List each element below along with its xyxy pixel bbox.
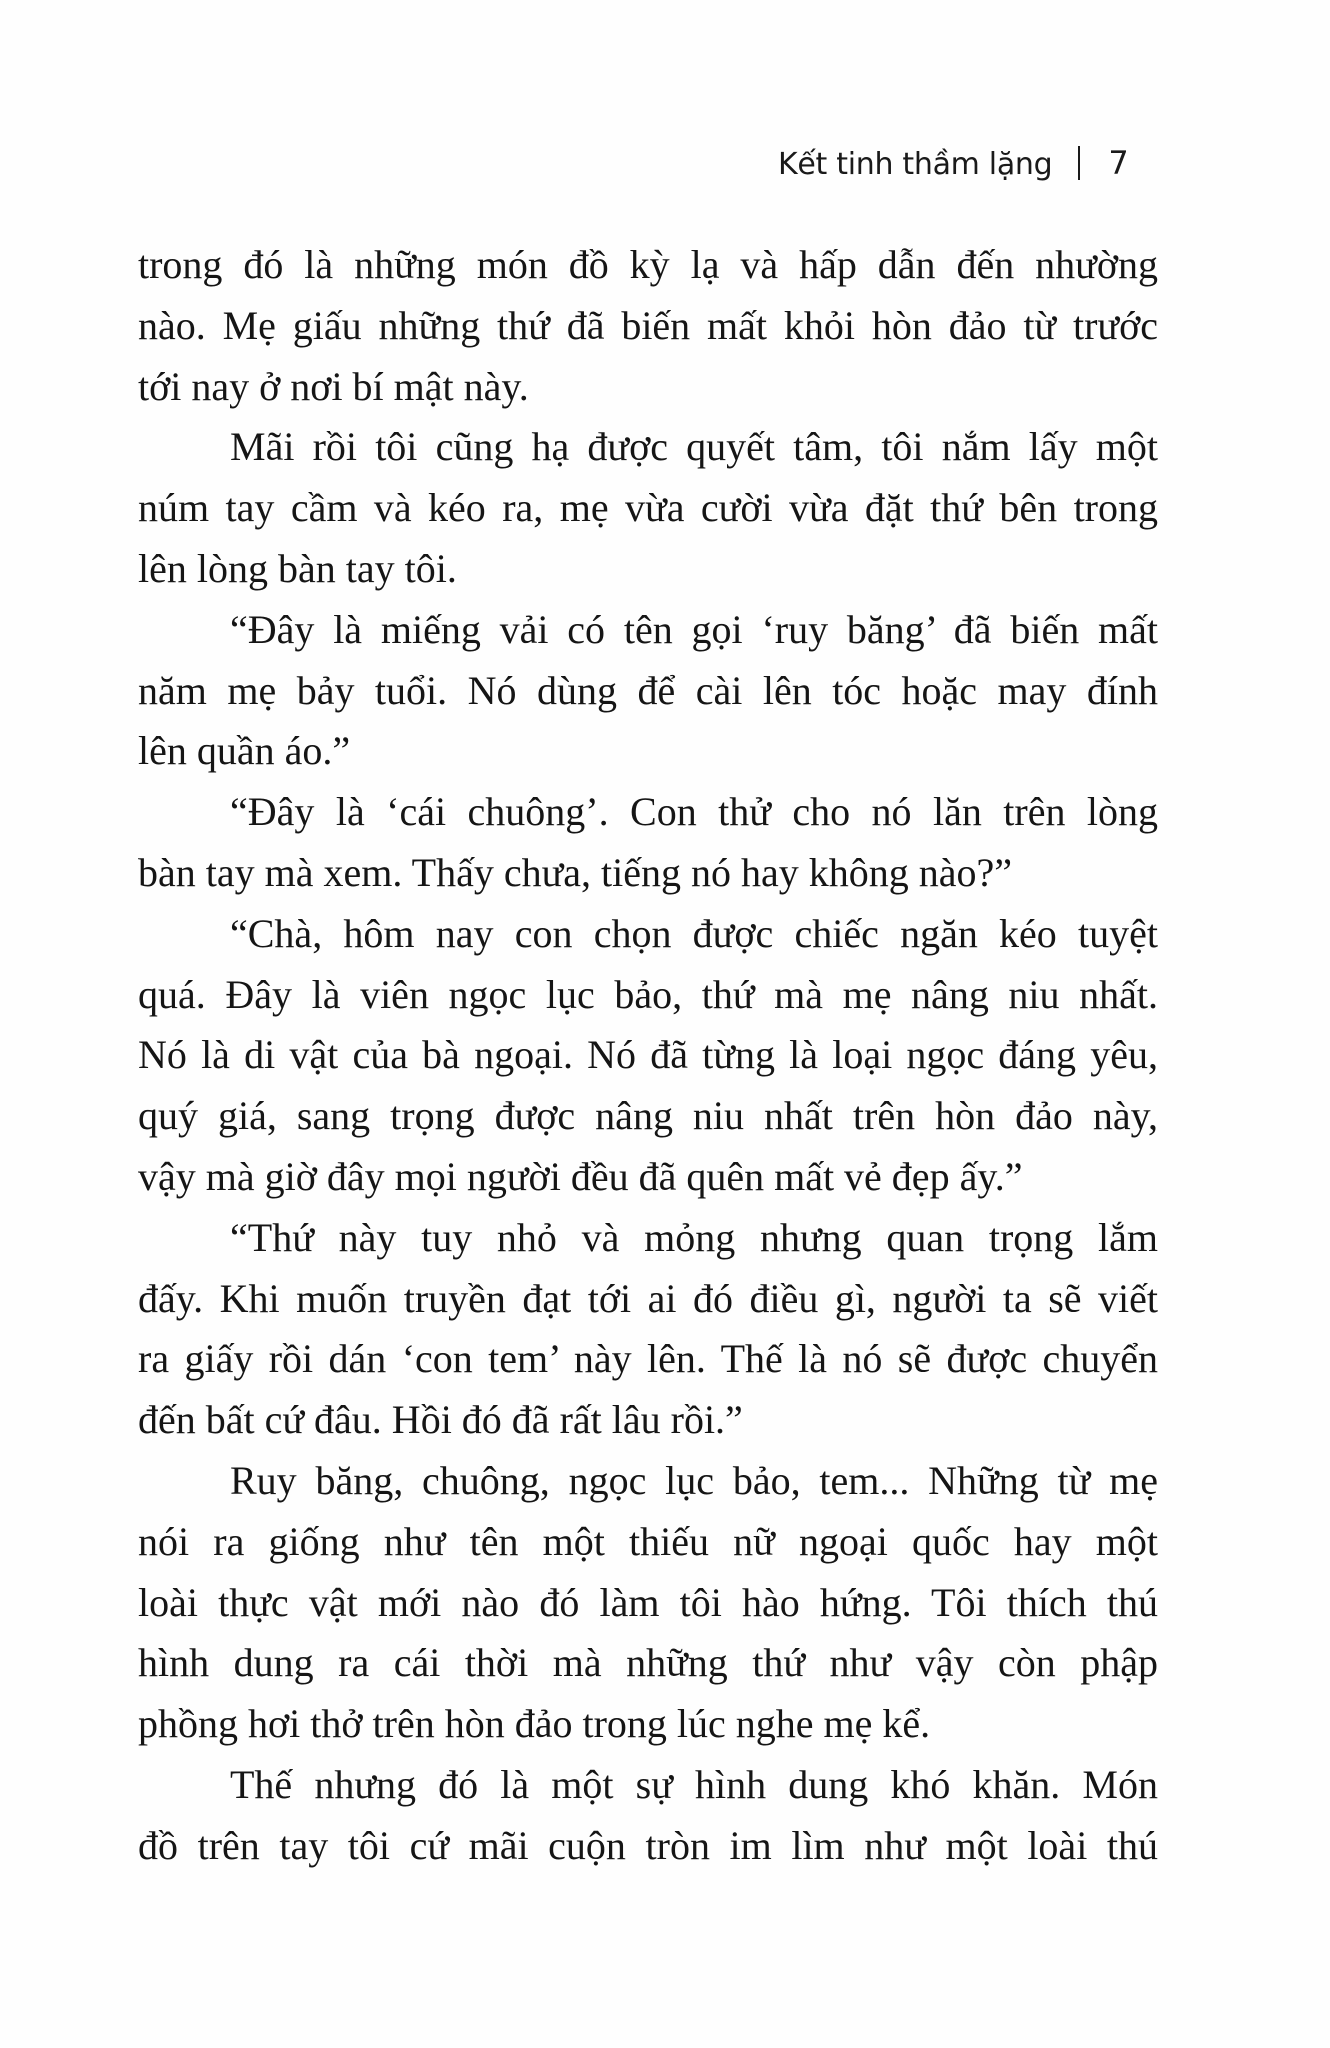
text-line: vậy mà giờ đây mọi người đều đã quên mất vẻ đẹp ấy.” [138, 1153, 1023, 1199]
text-line: núm tay cầm và kéo ra, mẹ vừa cười vừa đặt thứ bên trong [138, 485, 1158, 531]
text-line: Nó là di vật của bà ngoại. Nó đã từng là loại ngọc đáng yêu, [138, 1032, 1158, 1078]
text-line: “Đây là ‘cái chuông’. Con thử cho nó lăn trên lòng [230, 789, 1158, 835]
text-line: quý giá, sang trọng được nâng niu nhất trên hòn đảo này, [138, 1093, 1158, 1139]
page-number: 7 [1108, 144, 1129, 182]
text-line: trong đó là những món đồ kỳ lạ và hấp dẫn đến nhường [138, 242, 1158, 287]
text-line: phồng hơi thở trên hòn đảo trong lúc nghe mẹ kể. [138, 1701, 931, 1747]
text-line: Mãi rồi tôi cũng hạ được quyết tâm, tôi nắm lấy một [230, 424, 1158, 470]
header-separator [1078, 146, 1080, 180]
text-line: nào. Mẹ giấu những thứ đã biến mất khỏi hòn đảo từ trước [138, 302, 1158, 348]
text-line: “Đây là miếng vải có tên gọi ‘ruy băng’ đã biến mất [230, 606, 1158, 652]
text-line: tới nay ở nơi bí mật này. [138, 363, 529, 409]
text-line: “Chà, hôm nay con chọn được chiếc ngăn kéo tuyệt [230, 910, 1158, 956]
text-line: đến bất cứ đâu. Hồi đó đã rất lâu rồi.” [138, 1397, 743, 1443]
text-line: đồ trên tay tôi cứ mãi cuộn tròn im lìm như một loài thú [138, 1822, 1158, 1868]
body-text [138, 235, 1158, 1877]
text-line: “Thứ này tuy nhỏ và mỏng nhưng quan trọng lắm [230, 1214, 1158, 1260]
text-line: quá. Đây là viên ngọc lục bảo, thứ mà mẹ nâng niu nhất. [138, 971, 1158, 1017]
text-line: bàn tay mà xem. Thấy chưa, tiếng nó hay không nào?” [138, 849, 1013, 895]
chapter-title: Kết tinh thầm lặng [778, 147, 1053, 182]
running-header [778, 140, 1128, 190]
text-line: đấy. Khi muốn truyền đạt tới ai đó điều gì, người ta sẽ viết [138, 1275, 1158, 1321]
text-line: nói ra giống như tên một thiếu nữ ngoại quốc hay một [138, 1518, 1158, 1564]
text-line: loài thực vật mới nào đó làm tôi hào hứng. Tôi thích thú [138, 1579, 1158, 1625]
text-line: ra giấy rồi dán ‘con tem’ này lên. Thế là nó sẽ được chuyển [138, 1336, 1158, 1382]
text-line: Thế nhưng đó là một sự hình dung khó khăn. Món [230, 1761, 1158, 1807]
text-line: năm mẹ bảy tuổi. Nó dùng để cài lên tóc hoặc may đính [138, 667, 1158, 713]
text-line: lên quần áo.” [138, 728, 351, 774]
text-line: hình dung ra cái thời mà những thứ như vậy còn phập [138, 1640, 1158, 1686]
text-line: Ruy băng, chuông, ngọc lục bảo, tem... Những từ mẹ [230, 1457, 1158, 1503]
text-line: lên lòng bàn tay tôi. [138, 545, 457, 591]
